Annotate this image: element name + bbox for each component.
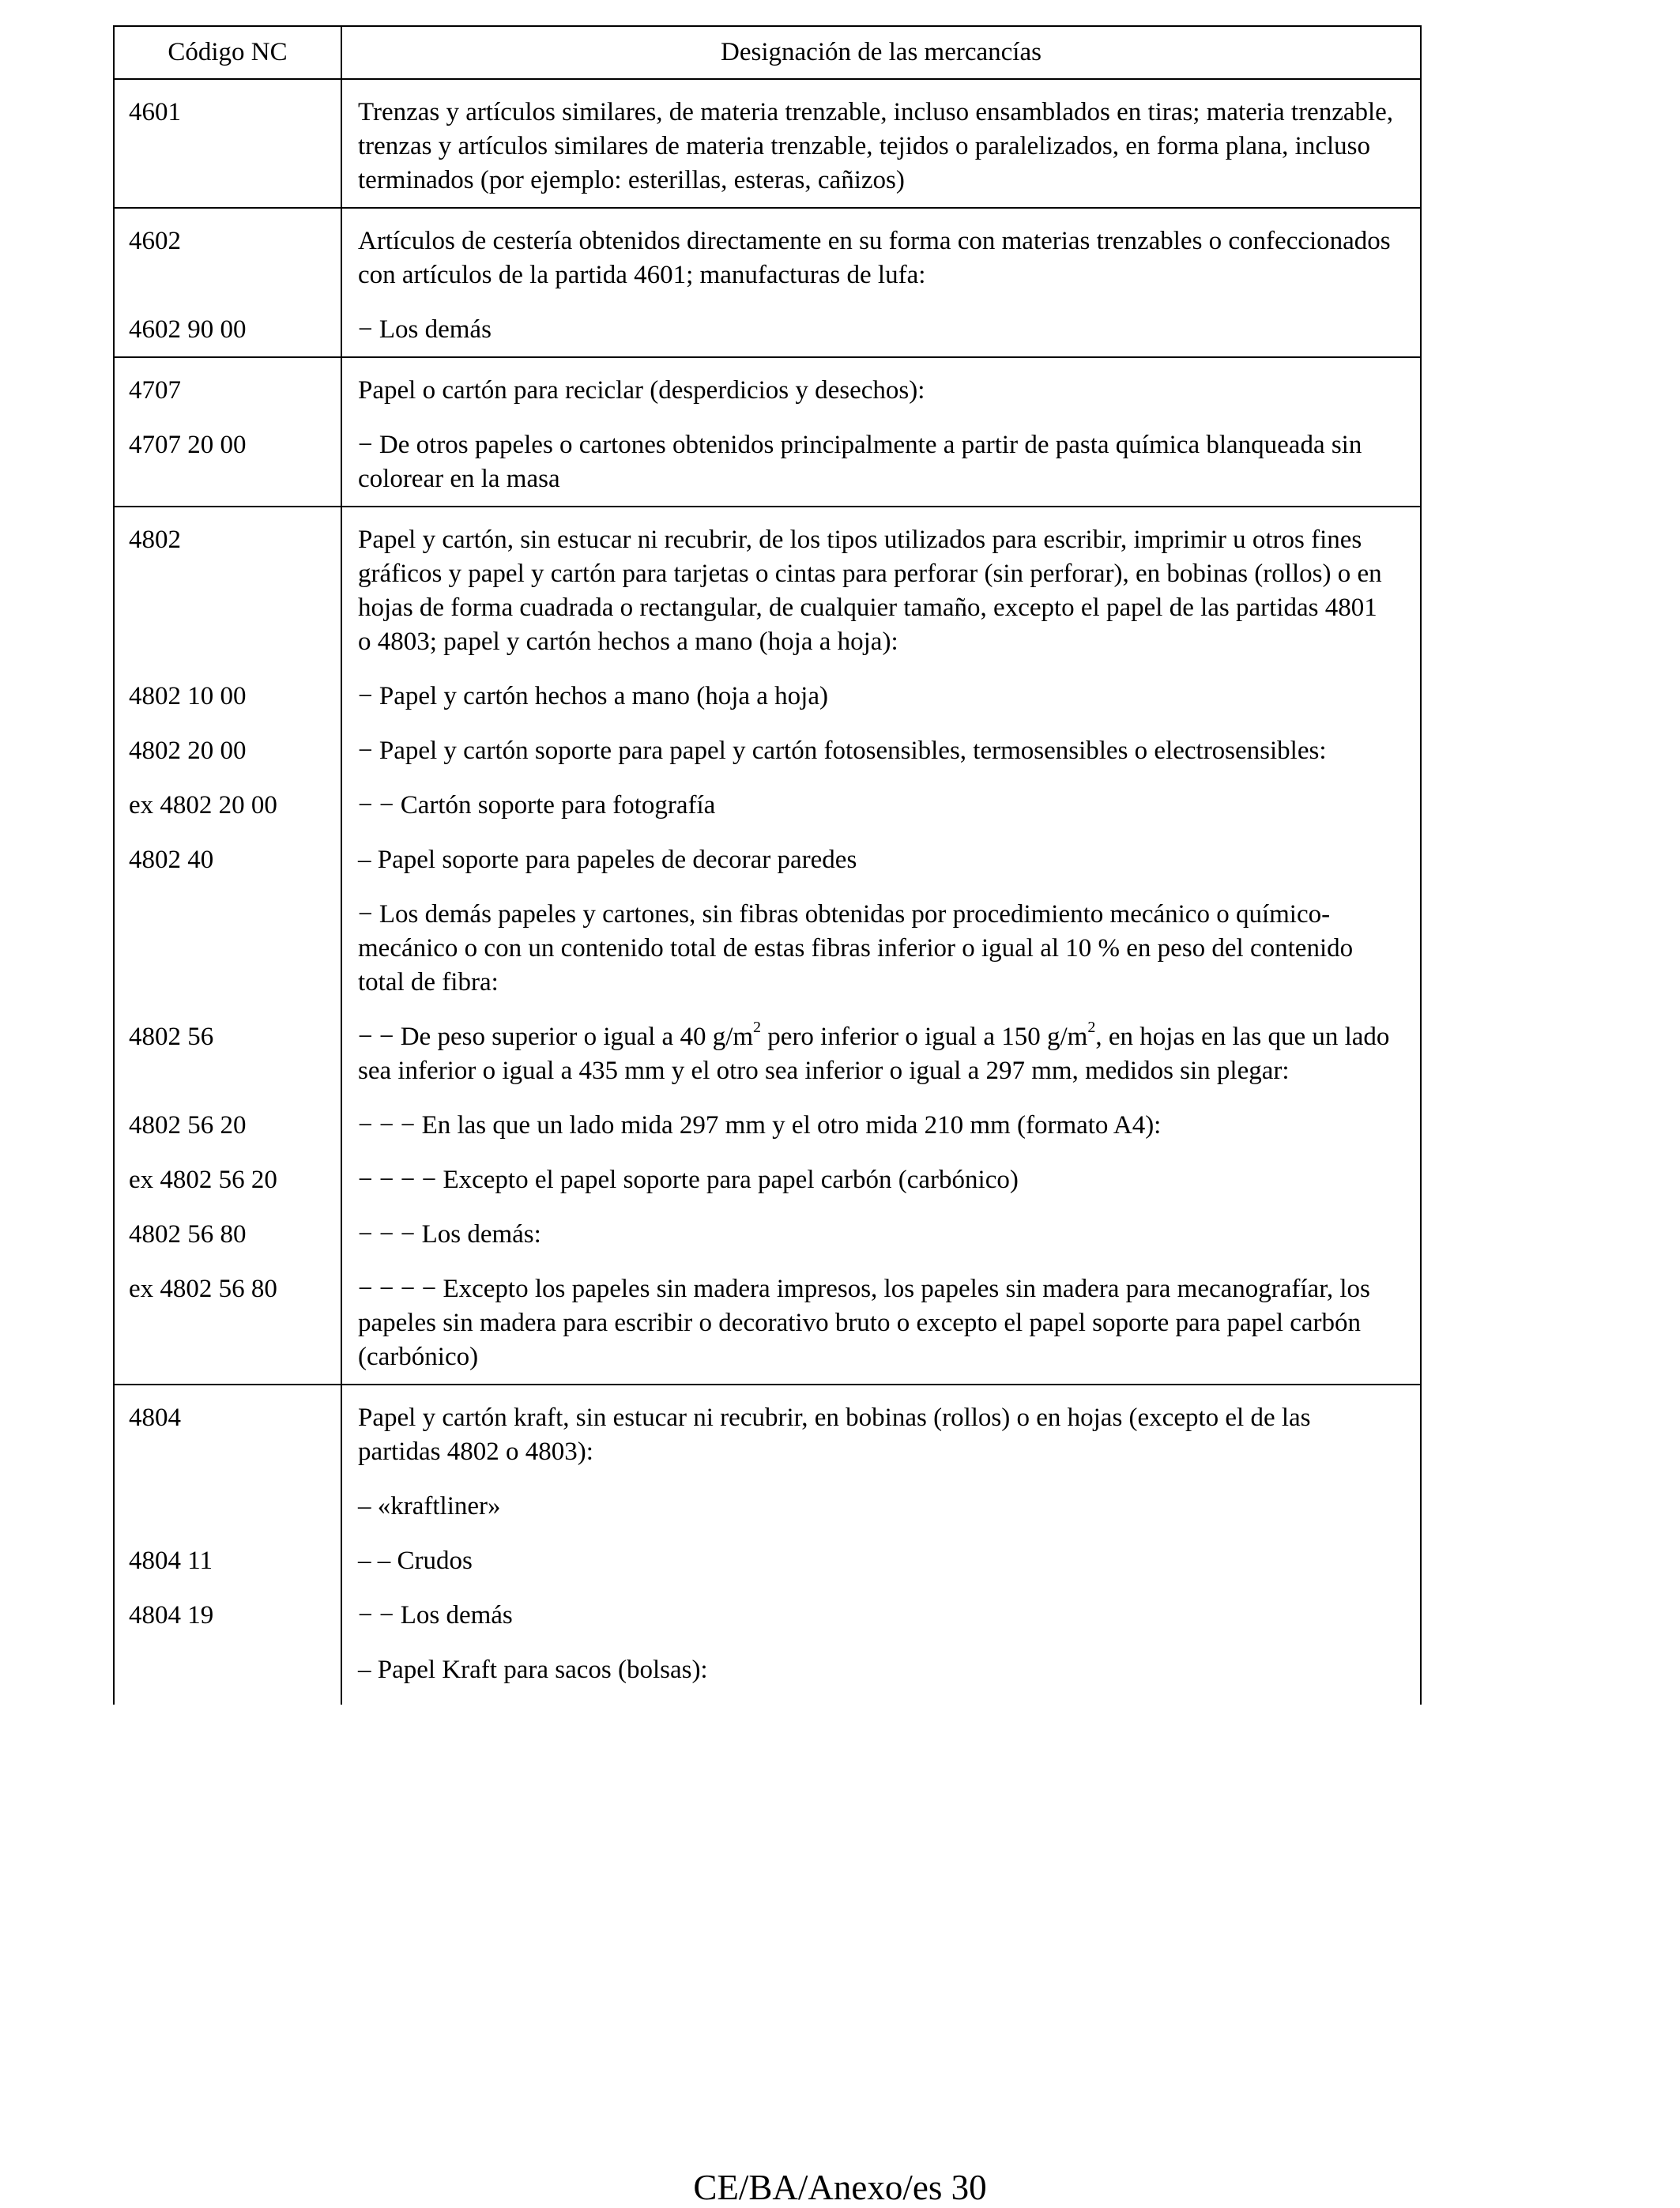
cell-description: Trenzas y artículos similares, de materia trenzable, incluso ensamblados en tiras; materia trenzable, trenzas y artículos similares de materia trenzable, tejidos o paralelizados, en forma plana, incluso terminados (por ejemplo: esterillas, esteras, cañizos) xyxy=(341,79,1421,208)
table-row xyxy=(114,823,1421,877)
table-row xyxy=(114,714,1421,768)
cell-description: − − − − Excepto los papeles sin madera impresos, los papeles sin madera para mecanografíar, los papeles sin madera para escribir o decorativo bruto o excepto el papel soporte para papel carbón (carbónico) xyxy=(341,1252,1421,1385)
table-row xyxy=(114,1252,1421,1385)
table-row xyxy=(114,1524,1421,1578)
table-row xyxy=(114,408,1421,507)
table-row xyxy=(114,768,1421,823)
cell-code: 4804 11 xyxy=(114,1524,341,1578)
cell-code: ex 4802 56 80 xyxy=(114,1252,341,1385)
cell-description: − Papel y cartón hechos a mano (hoja a hoja) xyxy=(341,659,1421,714)
table-row xyxy=(114,357,1421,408)
cell-description: − − Los demás xyxy=(341,1578,1421,1633)
cell-code: 4602 xyxy=(114,208,341,292)
cell-code: ex 4802 56 20 xyxy=(114,1143,341,1197)
header-description: Designación de las mercancías xyxy=(341,26,1421,79)
cell-description: – «kraftliner» xyxy=(341,1469,1421,1524)
superscript: 2 xyxy=(753,1019,762,1036)
goods-table xyxy=(113,25,1422,1705)
table-row xyxy=(114,1197,1421,1252)
cell-code: 4802 56 80 xyxy=(114,1197,341,1252)
table-row xyxy=(114,1143,1421,1197)
table-row xyxy=(114,1578,1421,1633)
table-header-row xyxy=(114,26,1421,79)
cell-description: − Los demás papeles y cartones, sin fibras obtenidas por procedimiento mecánico o químico-mecánico o con un contenido total de estas fibras inferior o igual al 10 % en peso del contenido total de fibra: xyxy=(341,877,1421,1000)
cell-code: 4804 19 xyxy=(114,1578,341,1633)
cell-description: Artículos de cestería obtenidos directamente en su forma con materias trenzables o confeccionados con artículos de la partida 4601; manufacturas de lufa: xyxy=(341,208,1421,292)
cell-description: – Papel soporte para papeles de decorar paredes xyxy=(341,823,1421,877)
cell-description: Papel o cartón para reciclar (desperdicios y desechos): xyxy=(341,357,1421,408)
table-row xyxy=(114,1088,1421,1143)
table-row xyxy=(114,877,1421,1000)
cell-description: Papel y cartón, sin estucar ni recubrir, de los tipos utilizados para escribir, imprimir u otros fines gráficos y papel y cartón para tarjetas o cintas para perforar (sin perforar), en bobinas (rollos) o en hojas de forma cuadrada o rectangular, de cualquier tamaño, excepto el papel de las partidas 4801 o 4803; papel y cartón hechos a mano (hoja a hoja): xyxy=(341,507,1421,659)
cell-description: − − Cartón soporte para fotografía xyxy=(341,768,1421,823)
header-code: Código NC xyxy=(114,26,341,79)
cell-description: − − − Los demás: xyxy=(341,1197,1421,1252)
cell-description: − − − En las que un lado mida 297 mm y el otro mida 210 mm (formato A4): xyxy=(341,1088,1421,1143)
cell-code: 4601 xyxy=(114,79,341,208)
table-row xyxy=(114,1469,1421,1524)
cell-code: 4707 xyxy=(114,357,341,408)
cell-description: − Papel y cartón soporte para papel y cartón fotosensibles, termosensibles o electrosensibles: xyxy=(341,714,1421,768)
description-part: − − De peso superior o igual a 40 g/m xyxy=(358,1023,754,1051)
cell-code: ex 4802 20 00 xyxy=(114,768,341,823)
table-row xyxy=(114,79,1421,208)
table-row xyxy=(114,1385,1421,1469)
page-footer: CE/BA/Anexo/es 30 xyxy=(693,2168,987,2207)
cell-code: 4802 40 xyxy=(114,823,341,877)
cell-code xyxy=(114,877,341,1000)
cell-code: 4802 20 00 xyxy=(114,714,341,768)
table-row xyxy=(114,507,1421,659)
cell-code xyxy=(114,1469,341,1524)
cell-code: 4802 56 xyxy=(114,1000,341,1088)
cell-code: 4707 20 00 xyxy=(114,408,341,507)
cell-description: − De otros papeles o cartones obtenidos principalmente a partir de pasta química blanqueada sin colorear en la masa xyxy=(341,408,1421,507)
cell-code: 4804 xyxy=(114,1385,341,1469)
table-row xyxy=(114,1000,1421,1088)
table-row xyxy=(114,208,1421,292)
cell-description: – – Crudos xyxy=(341,1524,1421,1578)
cell-description: − Los demás xyxy=(341,292,1421,357)
cell-code: 4802 56 20 xyxy=(114,1088,341,1143)
cell-code: 4602 90 00 xyxy=(114,292,341,357)
table-row xyxy=(114,292,1421,357)
cell-code: 4802 xyxy=(114,507,341,659)
cell-code: 4802 10 00 xyxy=(114,659,341,714)
cell-description: − − − − Excepto el papel soporte para papel carbón (carbónico) xyxy=(341,1143,1421,1197)
table-row xyxy=(114,1633,1421,1705)
cell-description: – Papel Kraft para sacos (bolsas): xyxy=(341,1633,1421,1705)
cell-description: Papel y cartón kraft, sin estucar ni recubrir, en bobinas (rollos) o en hojas (excepto el de las partidas 4802 o 4803): xyxy=(341,1385,1421,1469)
cell-code xyxy=(114,1633,341,1705)
description-part: , en hojas en las que un lado sea inferior o igual a 435 mm y el otro sea inferior o igual a 297 mm, medidos sin plegar: xyxy=(358,1023,1390,1085)
cell-description xyxy=(341,1000,1421,1088)
table-row xyxy=(114,659,1421,714)
description-part: pero inferior o igual a 150 g/m xyxy=(761,1023,1088,1051)
superscript: 2 xyxy=(1087,1019,1096,1036)
